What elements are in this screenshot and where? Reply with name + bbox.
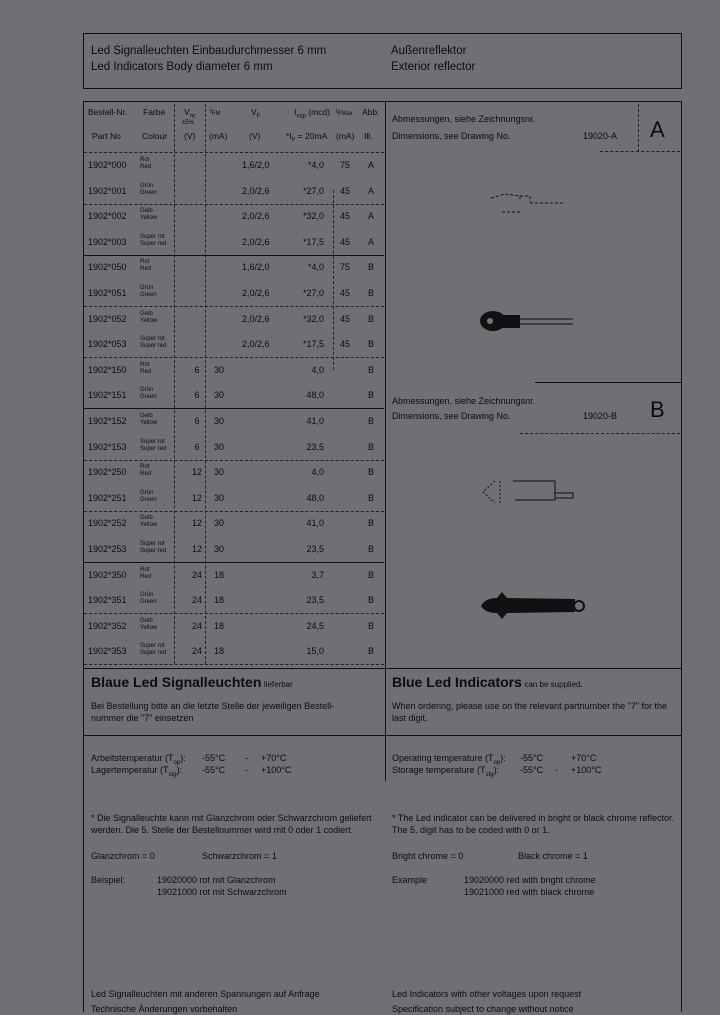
drawing-a-photo bbox=[478, 305, 588, 340]
forward-current: 18 bbox=[214, 620, 225, 631]
luminous-intensity: 23,5 bbox=[306, 441, 324, 452]
header-imax: $I_{FMax}$ bbox=[336, 109, 353, 118]
luminous-intensity: 41,0 bbox=[306, 416, 324, 426]
part-number: 1902*153 bbox=[88, 441, 127, 452]
drawing-b-dim-de: Abmessungen, siehe Zeichnungsnr. bbox=[392, 396, 536, 406]
illustration-ref: B bbox=[368, 416, 375, 426]
forward-voltage: 2,0/2,6 bbox=[242, 185, 270, 196]
colour-de: Grün bbox=[140, 387, 154, 394]
drawing-b-letter: B bbox=[650, 397, 665, 422]
part-number: 1902*003 bbox=[88, 236, 127, 247]
drawing-b-number: 19020-B bbox=[583, 411, 618, 421]
illustration-ref: B bbox=[368, 364, 375, 375]
example-1-en: 19020000 red with bright chrome bbox=[464, 875, 596, 885]
example-label-en: Example bbox=[392, 875, 428, 885]
colour bbox=[140, 618, 157, 632]
border bbox=[681, 33, 682, 88]
illustration-ref: B bbox=[368, 441, 375, 452]
part-number: 1902*352 bbox=[88, 620, 127, 631]
max-current: 45 bbox=[340, 288, 351, 298]
table-row bbox=[84, 460, 384, 486]
forward-voltage: 2,0/2,6 bbox=[242, 236, 270, 247]
part-number: 1902*052 bbox=[88, 313, 127, 324]
part-number: 1902*252 bbox=[88, 518, 127, 529]
table-row bbox=[84, 639, 384, 665]
illustration-ref: B bbox=[368, 288, 375, 298]
illustration-ref: B bbox=[368, 339, 375, 350]
forward-voltage: 1,6/2,0 bbox=[242, 160, 270, 170]
luminous-intensity: 4,0 bbox=[311, 364, 324, 375]
title-de: Led Signalleuchten Einbaudurchmesser 6 mm bbox=[91, 45, 327, 57]
chrome-bright-de: Glanzchrom = 0 bbox=[91, 851, 155, 861]
temp-op-max-de: +70°C bbox=[261, 753, 287, 763]
luminous-intensity: *27,0 bbox=[302, 185, 324, 196]
illustration-ref: B bbox=[368, 569, 375, 580]
colour-de: Grün bbox=[140, 489, 154, 496]
temp-dash: - bbox=[245, 765, 248, 775]
column-divider bbox=[385, 101, 386, 781]
header-abb-de: Abb. bbox=[362, 107, 380, 117]
luminous-intensity: *4,0 bbox=[307, 160, 324, 170]
forward-voltage: 2,0/2,6 bbox=[242, 288, 270, 298]
subtitle-en: Exterior reflector bbox=[391, 61, 476, 73]
max-current: 45 bbox=[340, 236, 351, 247]
colour-de: Super rot bbox=[140, 643, 165, 650]
grid-line bbox=[520, 433, 680, 434]
illustration-ref: A bbox=[368, 185, 375, 196]
header-vnc-tol: ±5% bbox=[182, 120, 194, 126]
section-divider bbox=[84, 668, 681, 669]
colour-de: Super rot bbox=[140, 541, 165, 547]
table-row bbox=[84, 435, 384, 461]
nominal-voltage: 12 bbox=[191, 467, 202, 478]
part-number: 1902*152 bbox=[88, 416, 127, 426]
temp-op-en: Operating temperature $(T_{op})$: bbox=[392, 753, 506, 766]
colour bbox=[140, 311, 157, 325]
colour bbox=[140, 439, 166, 453]
table-row bbox=[84, 486, 384, 512]
colour-en: Green bbox=[140, 189, 157, 196]
table-row bbox=[84, 563, 384, 589]
drawing-b-side-view bbox=[475, 475, 605, 515]
luminous-intensity: 23,5 bbox=[306, 544, 324, 554]
header-abb-en: Ill. bbox=[364, 131, 373, 141]
table-row bbox=[84, 179, 384, 205]
forward-current: 30 bbox=[214, 416, 225, 426]
forward-voltage: 1,6/2,0 bbox=[242, 262, 270, 273]
colour-en: Yellow bbox=[140, 215, 158, 222]
nominal-voltage: 6 bbox=[194, 441, 200, 452]
colour-en: Super red bbox=[140, 240, 167, 247]
drawing-b-dim-en: Dimensions, see Drawing No. bbox=[392, 411, 511, 421]
border bbox=[83, 101, 682, 102]
colour-de: Gelb bbox=[140, 617, 153, 624]
part-number: 1902*000 bbox=[88, 160, 127, 170]
nominal-voltage: 12 bbox=[191, 518, 202, 529]
chrome-black-en: Black chrome = 1 bbox=[518, 851, 588, 861]
forward-current: 30 bbox=[214, 492, 225, 503]
luminous-intensity: 3,7 bbox=[311, 569, 324, 580]
colour bbox=[140, 259, 151, 273]
colour-en: Green bbox=[140, 496, 157, 503]
illustration-ref: B bbox=[368, 620, 375, 631]
colour bbox=[140, 541, 166, 555]
illustration-ref: A bbox=[368, 236, 375, 247]
colour-de: Rot bbox=[140, 157, 150, 163]
blue-title-en: Blue Led Indicators can be supplied. bbox=[392, 674, 583, 690]
colour-de: Gelb bbox=[140, 310, 153, 317]
footer-de-2: Technische Änderungen vorbehalten bbox=[91, 1004, 238, 1014]
luminous-intensity: *17,5 bbox=[302, 236, 324, 247]
colour-en: Super red bbox=[140, 548, 167, 554]
colour bbox=[140, 208, 157, 222]
part-number: 1902*353 bbox=[88, 646, 127, 657]
part-number: 1902*050 bbox=[88, 262, 127, 273]
header-part-en: Part No bbox=[92, 131, 121, 141]
temp-st-max-en: +100°C bbox=[571, 765, 602, 775]
part-number: 1902*253 bbox=[88, 544, 127, 554]
colour-de: Grün bbox=[140, 182, 154, 189]
chrome-black-de: Schwarzchrom = 1 bbox=[202, 851, 277, 861]
nominal-voltage: 24 bbox=[191, 646, 202, 657]
colour bbox=[140, 490, 157, 504]
header-part-de: Bestell-Nr. bbox=[88, 107, 128, 117]
example-2-en: 19021000 red with black chrome bbox=[464, 887, 595, 897]
part-number: 1902*053 bbox=[88, 339, 127, 350]
grid-line bbox=[638, 104, 639, 152]
subtitle-de: Außenreflektor bbox=[391, 45, 467, 57]
forward-voltage: 2,0/2,6 bbox=[242, 339, 270, 350]
header-colour-de: Farbe bbox=[143, 107, 166, 117]
colour bbox=[140, 387, 157, 401]
colour bbox=[140, 413, 157, 427]
max-current: 45 bbox=[340, 339, 351, 350]
luminous-intensity: 48,0 bbox=[306, 390, 324, 401]
drawing-a-dim-en: Dimensions, see Drawing No. bbox=[392, 131, 511, 141]
colour-en: Yellow bbox=[140, 420, 158, 426]
colour-en: Yellow bbox=[140, 624, 158, 631]
part-number: 1902*001 bbox=[88, 185, 127, 196]
example-1-de: 19020000 rot mit Glanzchrom bbox=[157, 875, 276, 885]
forward-current: 18 bbox=[214, 646, 225, 657]
forward-current: 30 bbox=[214, 544, 225, 554]
part-number: 1902*002 bbox=[88, 211, 127, 222]
temp-op-de: Arbeitstemperatur $(T_{op})$: bbox=[91, 753, 186, 766]
illustration-ref: A bbox=[368, 211, 375, 222]
table-row bbox=[84, 281, 384, 307]
luminous-intensity: 48,0 bbox=[306, 492, 324, 503]
header-ifm: $I_{FM}$ bbox=[210, 109, 221, 118]
colour-de: Gelb bbox=[140, 515, 153, 522]
blue-text-de: Bei Bestellung bitte an die letzte Stelle der jeweiligen Bestell-nummer die "7" einsetzen bbox=[91, 701, 335, 723]
temp-dash: - bbox=[555, 765, 558, 775]
footnote-en: * The Led indicator can be delivered in bright or black chrome reflector. The 5. digit has to be coded with 0 or 1. bbox=[392, 813, 674, 835]
colour bbox=[140, 567, 151, 581]
forward-current: 30 bbox=[214, 441, 225, 452]
border bbox=[681, 101, 682, 1012]
luminous-intensity: *4,0 bbox=[307, 262, 324, 273]
header-imax-unit: (mA) bbox=[336, 131, 355, 141]
header-iv: $I_{vsp}$ (mcd) bbox=[294, 107, 330, 120]
colour-en: Super red bbox=[140, 650, 167, 657]
colour-en: Super red bbox=[140, 445, 167, 452]
temp-op-max-en: +70°C bbox=[571, 753, 597, 763]
header-colour-en: Colour bbox=[142, 131, 168, 141]
colour-de: Super rot bbox=[140, 438, 165, 445]
header-vnc-unit: (V) bbox=[184, 131, 196, 141]
temp-st-min-de: -55°C bbox=[202, 765, 226, 775]
colour bbox=[140, 592, 157, 606]
table-row bbox=[84, 204, 384, 230]
drawing-b-photo bbox=[475, 588, 595, 623]
temp-st-max-de: +100°C bbox=[261, 765, 292, 775]
luminous-intensity: *32,0 bbox=[302, 211, 324, 222]
illustration-ref: B bbox=[368, 467, 375, 478]
nominal-voltage: 12 bbox=[191, 492, 202, 503]
forward-current: 18 bbox=[214, 569, 225, 580]
table-row bbox=[84, 588, 384, 614]
temp-st-de: Lagertemperatur $(T_{stg})$: bbox=[91, 765, 183, 778]
chrome-bright-en: Bright chrome = 0 bbox=[392, 851, 464, 861]
colour bbox=[140, 515, 157, 529]
luminous-intensity: 15,0 bbox=[306, 646, 324, 657]
colour bbox=[140, 362, 151, 376]
forward-current: 30 bbox=[214, 390, 225, 401]
forward-current: 30 bbox=[214, 467, 225, 478]
colour-en: Super red bbox=[140, 343, 167, 350]
forward-current: 30 bbox=[214, 518, 225, 529]
part-number: 1902*151 bbox=[88, 390, 127, 401]
luminous-intensity: *27,0 bbox=[302, 288, 324, 298]
forward-voltage: 2,0/2,6 bbox=[242, 313, 270, 324]
max-current: 45 bbox=[340, 313, 351, 324]
table-row bbox=[84, 153, 384, 179]
header-vf-unit: (V) bbox=[249, 131, 261, 141]
colour-de: Gelb bbox=[140, 413, 153, 419]
colour-en: Green bbox=[140, 394, 157, 401]
footer-en-2: Specification subject to change without notice bbox=[392, 1004, 574, 1014]
nominal-voltage: 6 bbox=[194, 364, 200, 375]
temp-op-min-en: -55°C bbox=[520, 753, 544, 763]
border bbox=[83, 88, 682, 89]
nominal-voltage: 24 bbox=[191, 620, 202, 631]
colour-en: Yellow bbox=[140, 522, 158, 529]
luminous-intensity: *32,0 bbox=[302, 313, 324, 324]
colour bbox=[140, 336, 166, 350]
illustration-ref: B bbox=[368, 518, 375, 529]
table-row bbox=[84, 307, 384, 333]
table-row bbox=[84, 332, 384, 358]
max-current: 75 bbox=[340, 262, 351, 273]
colour-en: Red bbox=[140, 164, 152, 170]
temp-st-min-en: -55°C bbox=[520, 765, 544, 775]
table-row bbox=[84, 511, 384, 537]
table-row bbox=[84, 230, 384, 256]
colour-de: Super rot bbox=[140, 336, 165, 343]
colour-de: Rot bbox=[140, 464, 150, 471]
colour bbox=[140, 234, 166, 248]
table-row bbox=[84, 383, 384, 409]
table-row bbox=[84, 358, 384, 384]
nominal-voltage: 24 bbox=[191, 595, 202, 606]
colour-de: Rot bbox=[140, 259, 150, 266]
footer-en-1: Led Indicators with other voltages upon request bbox=[392, 989, 582, 999]
part-number: 1902*251 bbox=[88, 492, 127, 503]
luminous-intensity: 41,0 bbox=[306, 518, 324, 529]
nominal-voltage: 6 bbox=[194, 390, 200, 401]
table-row bbox=[84, 614, 384, 640]
illustration-ref: B bbox=[368, 492, 375, 503]
part-number: 1902*150 bbox=[88, 364, 127, 375]
temp-dash: - bbox=[245, 753, 248, 763]
luminous-intensity: 4,0 bbox=[311, 467, 324, 478]
luminous-intensity: 23,5 bbox=[306, 595, 324, 606]
footer-de-1: Led Signalleuchten mit anderen Spannungen auf Anfrage bbox=[91, 989, 320, 999]
part-number: 1902*350 bbox=[88, 569, 127, 580]
colour bbox=[140, 285, 157, 299]
colour-de: Grün bbox=[140, 592, 154, 599]
colour-de: Grün bbox=[140, 285, 154, 291]
nominal-voltage: 6 bbox=[194, 416, 200, 426]
part-number: 1902*051 bbox=[88, 288, 127, 298]
colour-de: Rot bbox=[140, 361, 150, 368]
colour-en: Red bbox=[140, 471, 152, 478]
illustration-ref: A bbox=[368, 160, 375, 170]
colour-en: Red bbox=[140, 368, 152, 375]
max-current: 45 bbox=[340, 185, 351, 196]
section-divider bbox=[84, 735, 681, 736]
colour-de: Gelb bbox=[140, 208, 153, 215]
colour bbox=[140, 157, 151, 171]
blue-text-en: When ordering, please use on the relevant partnumber the "7" for the last digit. bbox=[392, 701, 668, 723]
table-row bbox=[84, 537, 384, 563]
forward-voltage: 2,0/2,6 bbox=[242, 211, 270, 222]
title-en: Led Indicators Body diameter 6 mm bbox=[91, 61, 273, 73]
example-2-de: 19021000 rot mit Schwarzchrom bbox=[157, 887, 287, 897]
temp-st-en: Storage temperature $(T_{stg})$: bbox=[392, 765, 500, 778]
forward-current: 18 bbox=[214, 595, 225, 606]
section-divider bbox=[535, 382, 681, 383]
grid-line bbox=[600, 151, 680, 152]
table-row bbox=[84, 409, 384, 435]
blue-title-de: Blaue Led Signalleuchten lieferbar bbox=[91, 674, 293, 690]
table-row bbox=[84, 255, 384, 281]
illustration-ref: B bbox=[368, 313, 375, 324]
border bbox=[83, 33, 682, 34]
header-vf: $V_F$ bbox=[251, 107, 261, 120]
forward-current: 30 bbox=[214, 364, 225, 375]
colour bbox=[140, 183, 157, 197]
max-current: 45 bbox=[340, 211, 351, 222]
colour-en: Yellow bbox=[140, 317, 158, 324]
colour-en: Green bbox=[140, 292, 157, 298]
drawing-a-side-view bbox=[480, 190, 600, 230]
header-vnc: $V_{nc}$ bbox=[184, 107, 197, 120]
border bbox=[83, 33, 84, 88]
colour-de: Super rot bbox=[140, 233, 165, 240]
illustration-ref: B bbox=[368, 544, 375, 554]
luminous-intensity: 24,5 bbox=[306, 620, 324, 631]
colour-en: Green bbox=[140, 599, 157, 606]
colour-en: Red bbox=[140, 266, 152, 273]
luminous-intensity: *17,5 bbox=[302, 339, 324, 350]
illustration-ref: B bbox=[368, 262, 375, 273]
illustration-ref: B bbox=[368, 646, 375, 657]
colour-de: Rot bbox=[140, 566, 150, 573]
colour bbox=[140, 643, 166, 657]
grid-line bbox=[84, 664, 384, 665]
illustration-ref: B bbox=[368, 595, 375, 606]
drawing-a-dim-de: Abmessungen, siehe Zeichnungsnr. bbox=[392, 114, 536, 124]
example-label-de: Beispiel: bbox=[91, 875, 126, 885]
nominal-voltage: 12 bbox=[191, 544, 202, 554]
colour-en: Red bbox=[140, 573, 152, 580]
footnote-de: * Die Signalleuchte kann mit Glanzchrom oder Schwarzchrom geliefert werden. Die 5. Stelle der Bestellnummer wird mit 0 oder 1 codiert. bbox=[91, 813, 372, 835]
part-number: 1902*351 bbox=[88, 595, 127, 606]
colour bbox=[140, 464, 151, 478]
temp-op-min-de: -55°C bbox=[202, 753, 226, 763]
part-number: 1902*250 bbox=[88, 467, 127, 478]
nominal-voltage: 24 bbox=[191, 569, 202, 580]
header-ifm-unit: (mA) bbox=[209, 131, 228, 141]
header-iv-cond: $*I_F = 20mA$ bbox=[286, 131, 328, 144]
max-current: 75 bbox=[340, 160, 351, 170]
drawing-a-number: 19020-A bbox=[583, 131, 618, 141]
drawing-a-letter: A bbox=[650, 117, 665, 142]
illustration-ref: B bbox=[368, 390, 375, 401]
